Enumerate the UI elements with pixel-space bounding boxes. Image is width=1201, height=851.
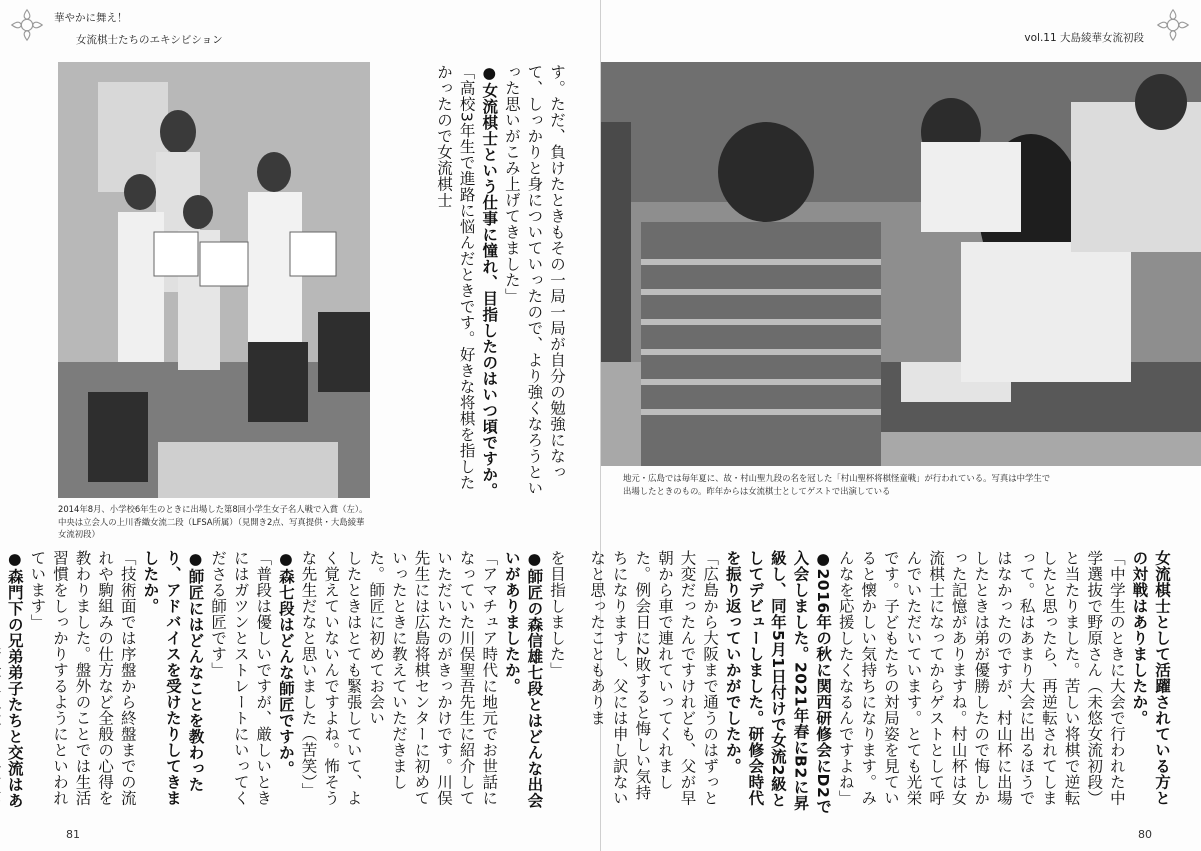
paragraph: す。ただ、負けたときもその一局一局が自分の勉強になって、しっかりと身についていったので、より強くなろうといった思いがこみ上げてきました」 bbox=[502, 64, 566, 496]
award-ceremony-photo bbox=[58, 62, 370, 498]
paragraph: したときはとても緊張していて、よく覚えていないんですよね。怖そうな先生だなと思いました（苦笑）」 bbox=[299, 550, 363, 806]
left-lower-text-block bbox=[5, 550, 568, 816]
question: ●師匠にはどんなことを教わったり、アドバイスを受けたりしてきましたか。 bbox=[141, 550, 205, 806]
shogi-tournament-photo bbox=[601, 62, 1201, 466]
question: 女流棋士として活躍されている方との対戦はありましたか。 bbox=[1130, 550, 1171, 806]
paragraph: 「高校3年生で進路に悩んだときです。好きな将棋を指したかったので女流棋士 bbox=[435, 64, 476, 491]
question: ●森七段はどんな師匠ですか。 bbox=[276, 550, 295, 777]
right-photo-caption-line2: 出場したときのもの。昨年からは女流棋士としてゲストで出演している bbox=[623, 486, 891, 496]
floral-ornament-icon bbox=[8, 6, 46, 44]
left-page bbox=[0, 0, 600, 851]
question: ●女流棋士という仕事に憧れ、目指したのはいつ頃ですか。 bbox=[480, 64, 499, 499]
left-photo-caption: 2014年8月、小学校6年生のときに出場した第8回小学生女子名人戦で入賞（左）。中央は立会人の上川香織女流二段（LFSA所属）（見開き2点、写真提供・大島綾華女流初段） bbox=[58, 504, 368, 539]
right-page bbox=[588, 0, 1200, 851]
page-number-right: 80 bbox=[1138, 828, 1152, 841]
article-label: vol.11 大島綾華女流初段 bbox=[1024, 32, 1144, 44]
right-photo-caption-line1: 地元・広島では毎年夏に、故・村山聖九段の名を冠した「村山聖杯将棋怪童戦」が行われている。写真は中学生で bbox=[623, 473, 1051, 483]
page-number-left: 81 bbox=[66, 828, 80, 841]
paragraph: 「技術面では序盤から終盤までの流れや駒組みの仕方など全般の心得を教わりました。盤外のことでは生活習慣をしっかりするようにといわれています」 bbox=[28, 550, 137, 806]
left-upper-text-block bbox=[382, 64, 568, 500]
right-text-block bbox=[588, 550, 1173, 816]
question: ●2016年の秋に関西研修会にD2で入会しました。2021年春にB2に昇級し、同年5月1日付けで女流2級としてデビューしました。研修会時代を振り返っていかがでしたか。 bbox=[723, 550, 833, 815]
paragraph: 「広島から大阪まで通うのはずっと大変だったんですけれども、父が早朝から車で連れていってくれました。例会日に2敗すると悔しい気持ちになりますし、父には申し訳ないなと思ったこともありま bbox=[588, 550, 720, 806]
paragraph: 「アマチュア時代に地元でお世話になっていた川俣聖吾先生に紹介していただいたのがきっかけです。川俣先生には広島将棋センターに初めていったときに教えていただきました。師匠に初めてお会い bbox=[367, 550, 499, 806]
series-title-line2: 女流棋士たちのエキシビション bbox=[76, 34, 223, 46]
floral-ornament-icon bbox=[1154, 6, 1192, 44]
question: ●森門下の兄弟弟子たちと交流はあ bbox=[5, 550, 24, 809]
paragraph: 「中学生のときに大会で行われた中学選抜で野原さん（未悠女流初段）と当たりました。苦しい将棋で逆転したと思ったら、再逆転されてしまって。私はあまり大会に出るほうではなかったのですが、村山杯に出場したときは弟が優勝したので悔しかった記憶がありますね。村山杯は女流棋士になってからゲストとして呼んでいただいています。とても光栄です。子どもたちの対局姿を見ていると懐かしい気持ちになります。みんなを応援したくなるんですよね」 bbox=[836, 550, 1126, 806]
question: ●師匠の森信雄七段とはどんな出会いがありましたか。 bbox=[502, 550, 544, 809]
paragraph: を目指しました」 bbox=[548, 550, 566, 678]
series-title-line1: 華やかに舞え！ bbox=[54, 12, 128, 24]
paragraph: 「普段は優しいですが、厳しいときにはガツンとストレートにいってくださる師匠です」 bbox=[209, 550, 273, 806]
